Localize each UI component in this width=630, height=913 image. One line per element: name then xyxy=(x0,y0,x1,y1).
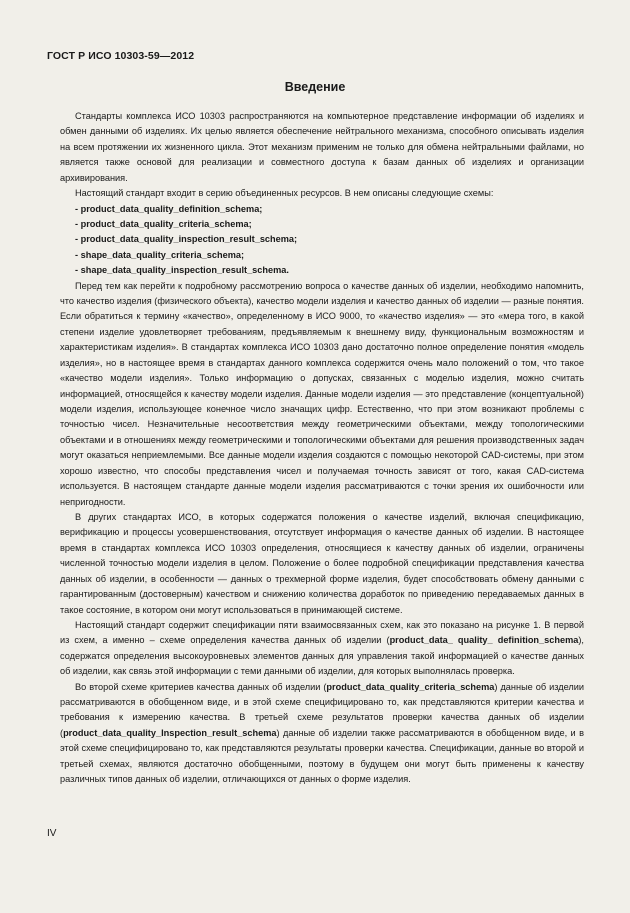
intro-paragraph-6 xyxy=(60,680,584,788)
intro-paragraph-3: Перед тем как перейти к подробному рассмотрению вопроса о качестве данных об изделии, необходимо напомнить, что качество изделия (физического объекта), качество модели изделия и качество данных об изделии — разные понятия. Если обратиться к термину «качество», определенному в ИСО 9000, то «качество изделия» — это «мера того, в какой степени изделие удовлетворяет требованиям, предъявляемым к внешнему виду, функциональным возможностям и характеристикам изделия». В стандартах комплекса ИСО 10303 дано достаточно полное определение понятия «модель изделия», но в настоящее время в стандартах данного комплекса содержится очень мало положений о том, что такое «качество модели изделия». Только информацию о допусках, связанных с моделью изделия, можно считать информацией, относящейся к качеству модели изделия. Данные модели изделия — это представление (концептуальной) модели изделия, использующее конечное число значащих цифр. Естественно, что при этом возникают проблемы с точностью чисел. Незначительные несоответствия между геометрическими объектами, между топологическими объектами и в отношениях между геометрическими и топологическими объектами для решения производственных задач могут оказаться неприемлемыми. Все данные модели изделия создаются с помощью некоторой CAD-системы, при этом хорошо известно, что способы представления чисел и получаемая точность зависят от того, какая CAD-система используется. В настоящем стандарте данные модели изделия рассматриваются с точки зрения их ошибочности или непригодности. xyxy=(60,280,584,507)
paragraph-text: ) данные об изделии рассматриваются в обобщенном виде, и в этой схеме специфицировано то, как представляются критерии качества и требования к измерению качества. В третьей схеме результатов проверки качества данных об изделии ( xyxy=(60,681,585,738)
schema-list-item: - shape_data_quality_inspection_result_schema. xyxy=(75,265,289,276)
section-title: Введение xyxy=(284,80,346,94)
intro-paragraph-5 xyxy=(60,618,584,680)
schema-name: product_data_quality_criteria_schema xyxy=(326,681,495,692)
schema-name: product_data_ quality_ definition_schema xyxy=(389,635,579,646)
intro-paragraph-4: В других стандартах ИСО, в которых содержатся положения о качестве изделий, включая спецификацию, верификацию и процессы усовершенствования, отсутствует информация о качестве данных об изделии. В настоящее время в стандартах комплекса ИСО 10303 определения, относящиеся к качеству данных об изделии, ограничены численной точностью модели изделия в целом. Положение о более подробной спецификации представления качества данных об изделии, в особенности — данных о трехмерной форме изделия, будет способствовать обмену данными с гарантированным (достоверным) качеством и снижению количества доработок по приведению передаваемых данных в такое состояние, в котором они могут использоваться в принимающей системе. xyxy=(60,511,584,615)
paragraph-text: Настоящий стандарт содержит спецификации пяти взаимосвязанных схем, как это показано на рисунке 1. В первой из схем, а именно – схеме определения качества данных об изделии ( xyxy=(60,619,584,646)
schema-list xyxy=(60,202,584,279)
document-standard-id: ГОСТ Р ИСО 10303-59—2012 xyxy=(47,50,195,62)
paragraph-text: ) данные об изделии также рассматриваются в обобщенном виде, и в этой схеме специфицировано то, как представляются результаты проверки качества. Спецификации, данные во второй и третьей схемах, являются достаточно обобщенными, поэтому в будущем они могут быть применены к качеству различных типов данных об изделии, отличающихся от данных о форме изделия. xyxy=(60,727,584,785)
schema-list-item: - product_data_quality_criteria_schema; xyxy=(75,218,252,229)
schema-name: product_data_quality_Inspection_result_schema xyxy=(63,727,277,738)
paragraph-text: Во второй схеме критериев качества данных об изделии ( xyxy=(75,681,327,692)
intro-paragraph-1: Стандарты комплекса ИСО 10303 распространяются на компьютерное представление информации об изделиях и обмен данными об изделиях. Их целью является обеспечение нейтрального механизма, способного описывать изделия на всем протяжении их жизненного цикла. Этот механизм применим не только для обмена нейтральными файлами, но является также основой для реализации и совместного доступа к базам данных об изделиях и организации архивирования. xyxy=(60,111,584,183)
paragraph-text: ), содержатся определения высокоуровневых элементов данных для управления такой информацией о качестве данных об изделии, как связь этой информации с теми данными об изделии, для которых выполнялась проверка. xyxy=(60,635,584,677)
page-number: IV xyxy=(47,828,57,839)
schema-list-item: - product_data_quality_inspection_result_schema; xyxy=(75,234,298,245)
schema-list-item: - product_data_quality_definition_schema; xyxy=(75,203,263,214)
document-body xyxy=(60,109,584,788)
schema-list-item: - shape_data_quality_criteria_schema; xyxy=(75,249,245,260)
intro-paragraph-2: Настоящий стандарт входит в серию объединенных ресурсов. В нем описаны следующие схемы: xyxy=(75,188,494,199)
